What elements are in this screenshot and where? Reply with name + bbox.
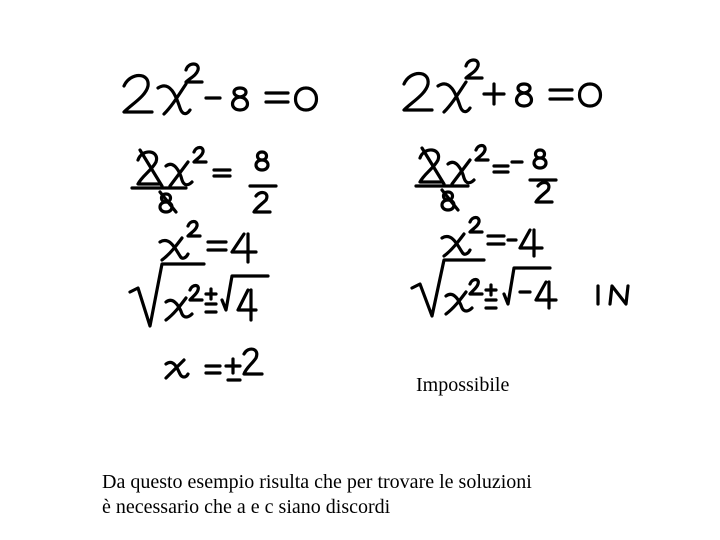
right-equation-4-annotation bbox=[598, 286, 628, 304]
impossible-label: Impossibile bbox=[416, 374, 510, 396]
caption-line-1: Da questo esempio risulta che per trovare le soluzioni bbox=[102, 471, 532, 493]
caption bbox=[102, 470, 662, 520]
left-equation-3 bbox=[160, 222, 256, 263]
left-equation-5 bbox=[166, 349, 262, 380]
caption-line-2: è necessario che a e c siano discordi bbox=[102, 496, 391, 518]
left-equation-4 bbox=[130, 264, 268, 326]
right-equation-2 bbox=[416, 146, 556, 211]
right-equation-1 bbox=[404, 60, 601, 112]
left-equation-2 bbox=[132, 148, 276, 213]
right-equation-3 bbox=[442, 218, 542, 257]
left-equation-1 bbox=[124, 64, 317, 114]
right-equation-4 bbox=[412, 260, 556, 316]
